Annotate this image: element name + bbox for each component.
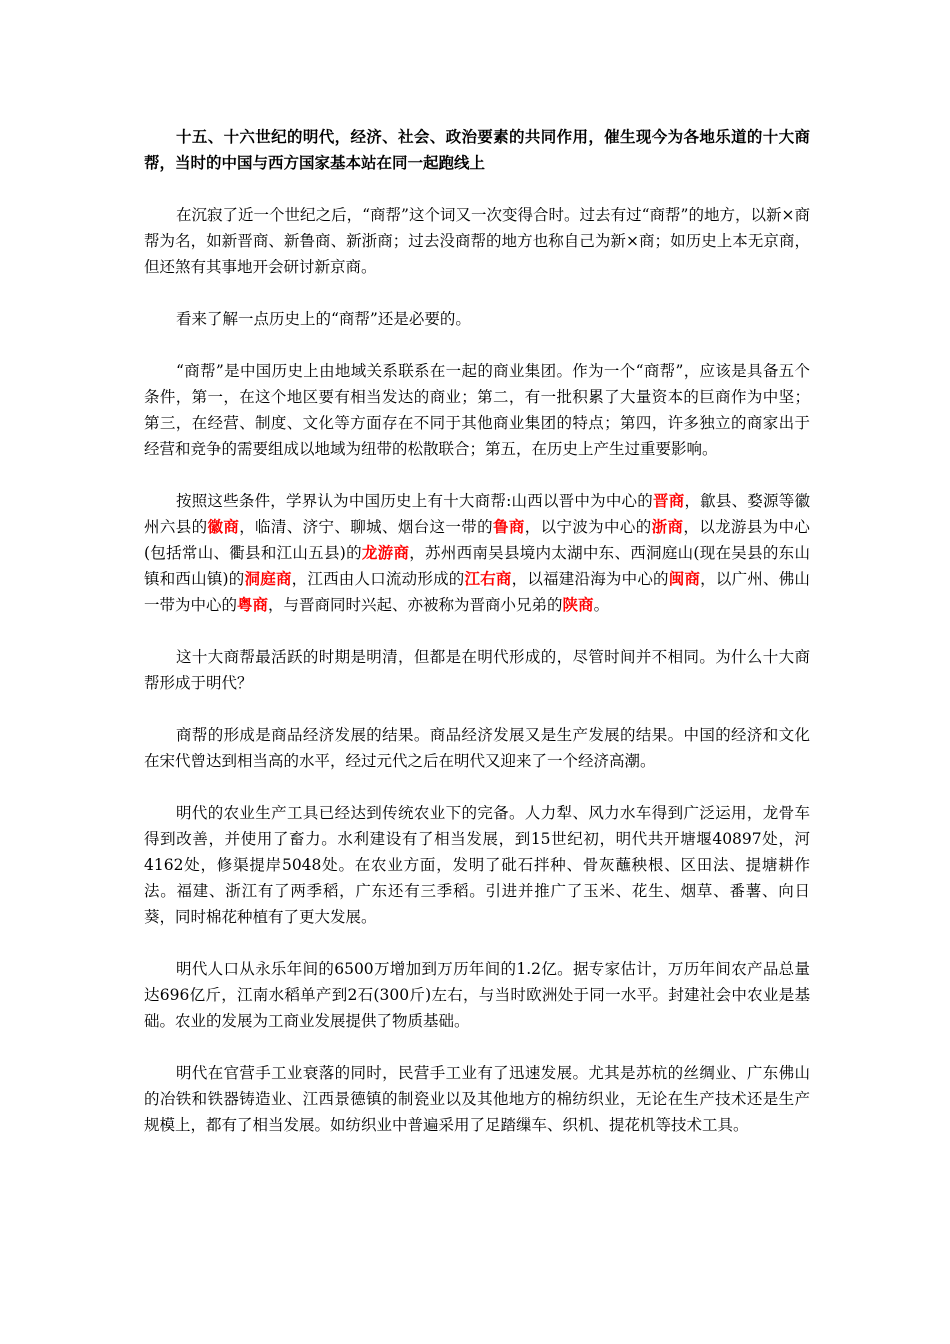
highlight-jiangyou-merchants: 江右商: [464, 570, 512, 588]
paragraph-4-text: ，以福建沿海为中心的: [511, 570, 669, 588]
paragraph-4-text: ，以宁波为中心的: [524, 518, 652, 536]
highlight-min-merchants: 闽商: [668, 570, 701, 588]
highlight-lu-merchants: 鲁商: [493, 518, 525, 536]
paragraph-4-text: ，与晋商同时兴起、亦被称为晋商小兄弟的: [268, 596, 563, 614]
paragraph-4-text: ，以龙游县为中心(包括常山、衢县和江山五县)的: [144, 518, 810, 562]
highlight-dongting-merchants: 洞庭商: [244, 570, 292, 588]
paragraph-2: 看来了解一点历史上的“商帮”还是必要的。: [176, 310, 471, 328]
paragraph-7: 明代的农业生产工具已经达到传统农业下的完备。人力犁、风力水车得到广泛运用，龙骨车得到改善，并使用了畜力。水利建设有了相当发展，到15世纪初，明代共开塘堰40897处，河4162处，修渠提岸5048处。在农业方面，发明了砒石拌种、骨灰蘸秧根、区田法、提塘耕作法。福建、浙江有了两季稻，广东还有三季稻。引进并推广了玉米、花生、烟草、番薯、向日葵，同时棉花种植有了更大发展。: [144, 804, 810, 926]
paragraph-6: 商帮的形成是商品经济发展的结果。商品经济发展又是生产发展的结果。中国的经济和文化在宋代曾达到相当高的水平，经过元代之后在明代又迎来了一个经济高潮。: [144, 726, 810, 770]
highlight-jin-merchants: 晋商: [653, 492, 685, 510]
paragraph-4-text: ，苏州西南吴县境内太湖中东、西洞庭山(现在吴县的东山镇和西山镇)的: [144, 544, 810, 588]
highlight-yue-merchants: 粤商: [237, 596, 269, 614]
highlight-hui-merchants: 徽商: [207, 518, 240, 536]
paragraph-5: 这十大商帮最活跃的时期是明清，但都是在明代形成的，尽管时间并不相同。为什么十大商帮形成于明代？: [144, 648, 810, 692]
paragraph-4-text: ，江西由人口流动形成的: [291, 570, 465, 588]
paragraph-4-text: ，以广州、佛山一带为中心的: [144, 570, 810, 614]
paragraph-4-text: ，临清、济宁、聊城、烟台这一带的: [239, 518, 493, 536]
paragraph-3: “商帮”是中国历史上由地域关系联系在一起的商业集团。作为一个“商帮”，应该是具备五个条件，第一，在这个地区要有相当发达的商业；第二，有一批积累了大量资本的巨商作为中坚；第三，在经营、制度、文化等方面存在不同于其他商业集团的特点；第四，许多独立的商家出于经营和竞争的需要组成以地域为纽带的松散联合；第五，在历史上产生过重要影响。: [144, 362, 810, 458]
paragraph-4-text: ，歙县、婺源等徽州六县的: [144, 492, 810, 536]
paragraph-1: 在沉寂了近一个世纪之后，“商帮”这个词又一次变得合时。过去有过“商帮”的地方，以新×商帮为名，如新晋商、新鲁商、新浙商；过去没商帮的地方也称自己为新×商；如历史上本无京商，但还煞有其事地开会研讨新京商。: [144, 206, 810, 276]
paragraph-8: 明代人口从永乐年间的6500万增加到万历年间的1.2亿。据专家估计，万历年间农产品总量达696亿斤，江南水稻单产到2石(300斤)左右，与当时欧洲处于同一水平。封建社会中农业是基础。农业的发展为工商业发展提供了物质基础。: [144, 960, 810, 1030]
document-title: 十五、十六世纪的明代，经济、社会、政治要素的共同作用，催生现今为各地乐道的十大商帮，当时的中国与西方国家基本站在同一起跑线上: [144, 128, 810, 172]
paragraph-4-text: 按照这些条件，学界认为中国历史上有十大商帮:山西以晋中为中心的: [176, 492, 653, 510]
paragraph-9: 明代在官营手工业衰落的同时，民营手工业有了迅速发展。尤其是苏杭的丝绸业、广东佛山的冶铁和铁器铸造业、江西景德镇的制瓷业以及其他地方的棉纺织业，无论在生产技术还是生产规模上，都有了相当发展。如纺织业中普遍采用了足踏缫车、织机、提花机等技术工具。: [144, 1064, 810, 1134]
highlight-zhe-merchants: 浙商: [651, 518, 684, 536]
paragraph-4-ten-merchant-groups: [144, 488, 810, 618]
highlight-shaan-merchants: 陕商: [562, 596, 594, 614]
paragraph-4-text: 。: [593, 596, 610, 614]
highlight-longyou-merchants: 龙游商: [361, 544, 410, 562]
document-page: [144, 124, 810, 1164]
